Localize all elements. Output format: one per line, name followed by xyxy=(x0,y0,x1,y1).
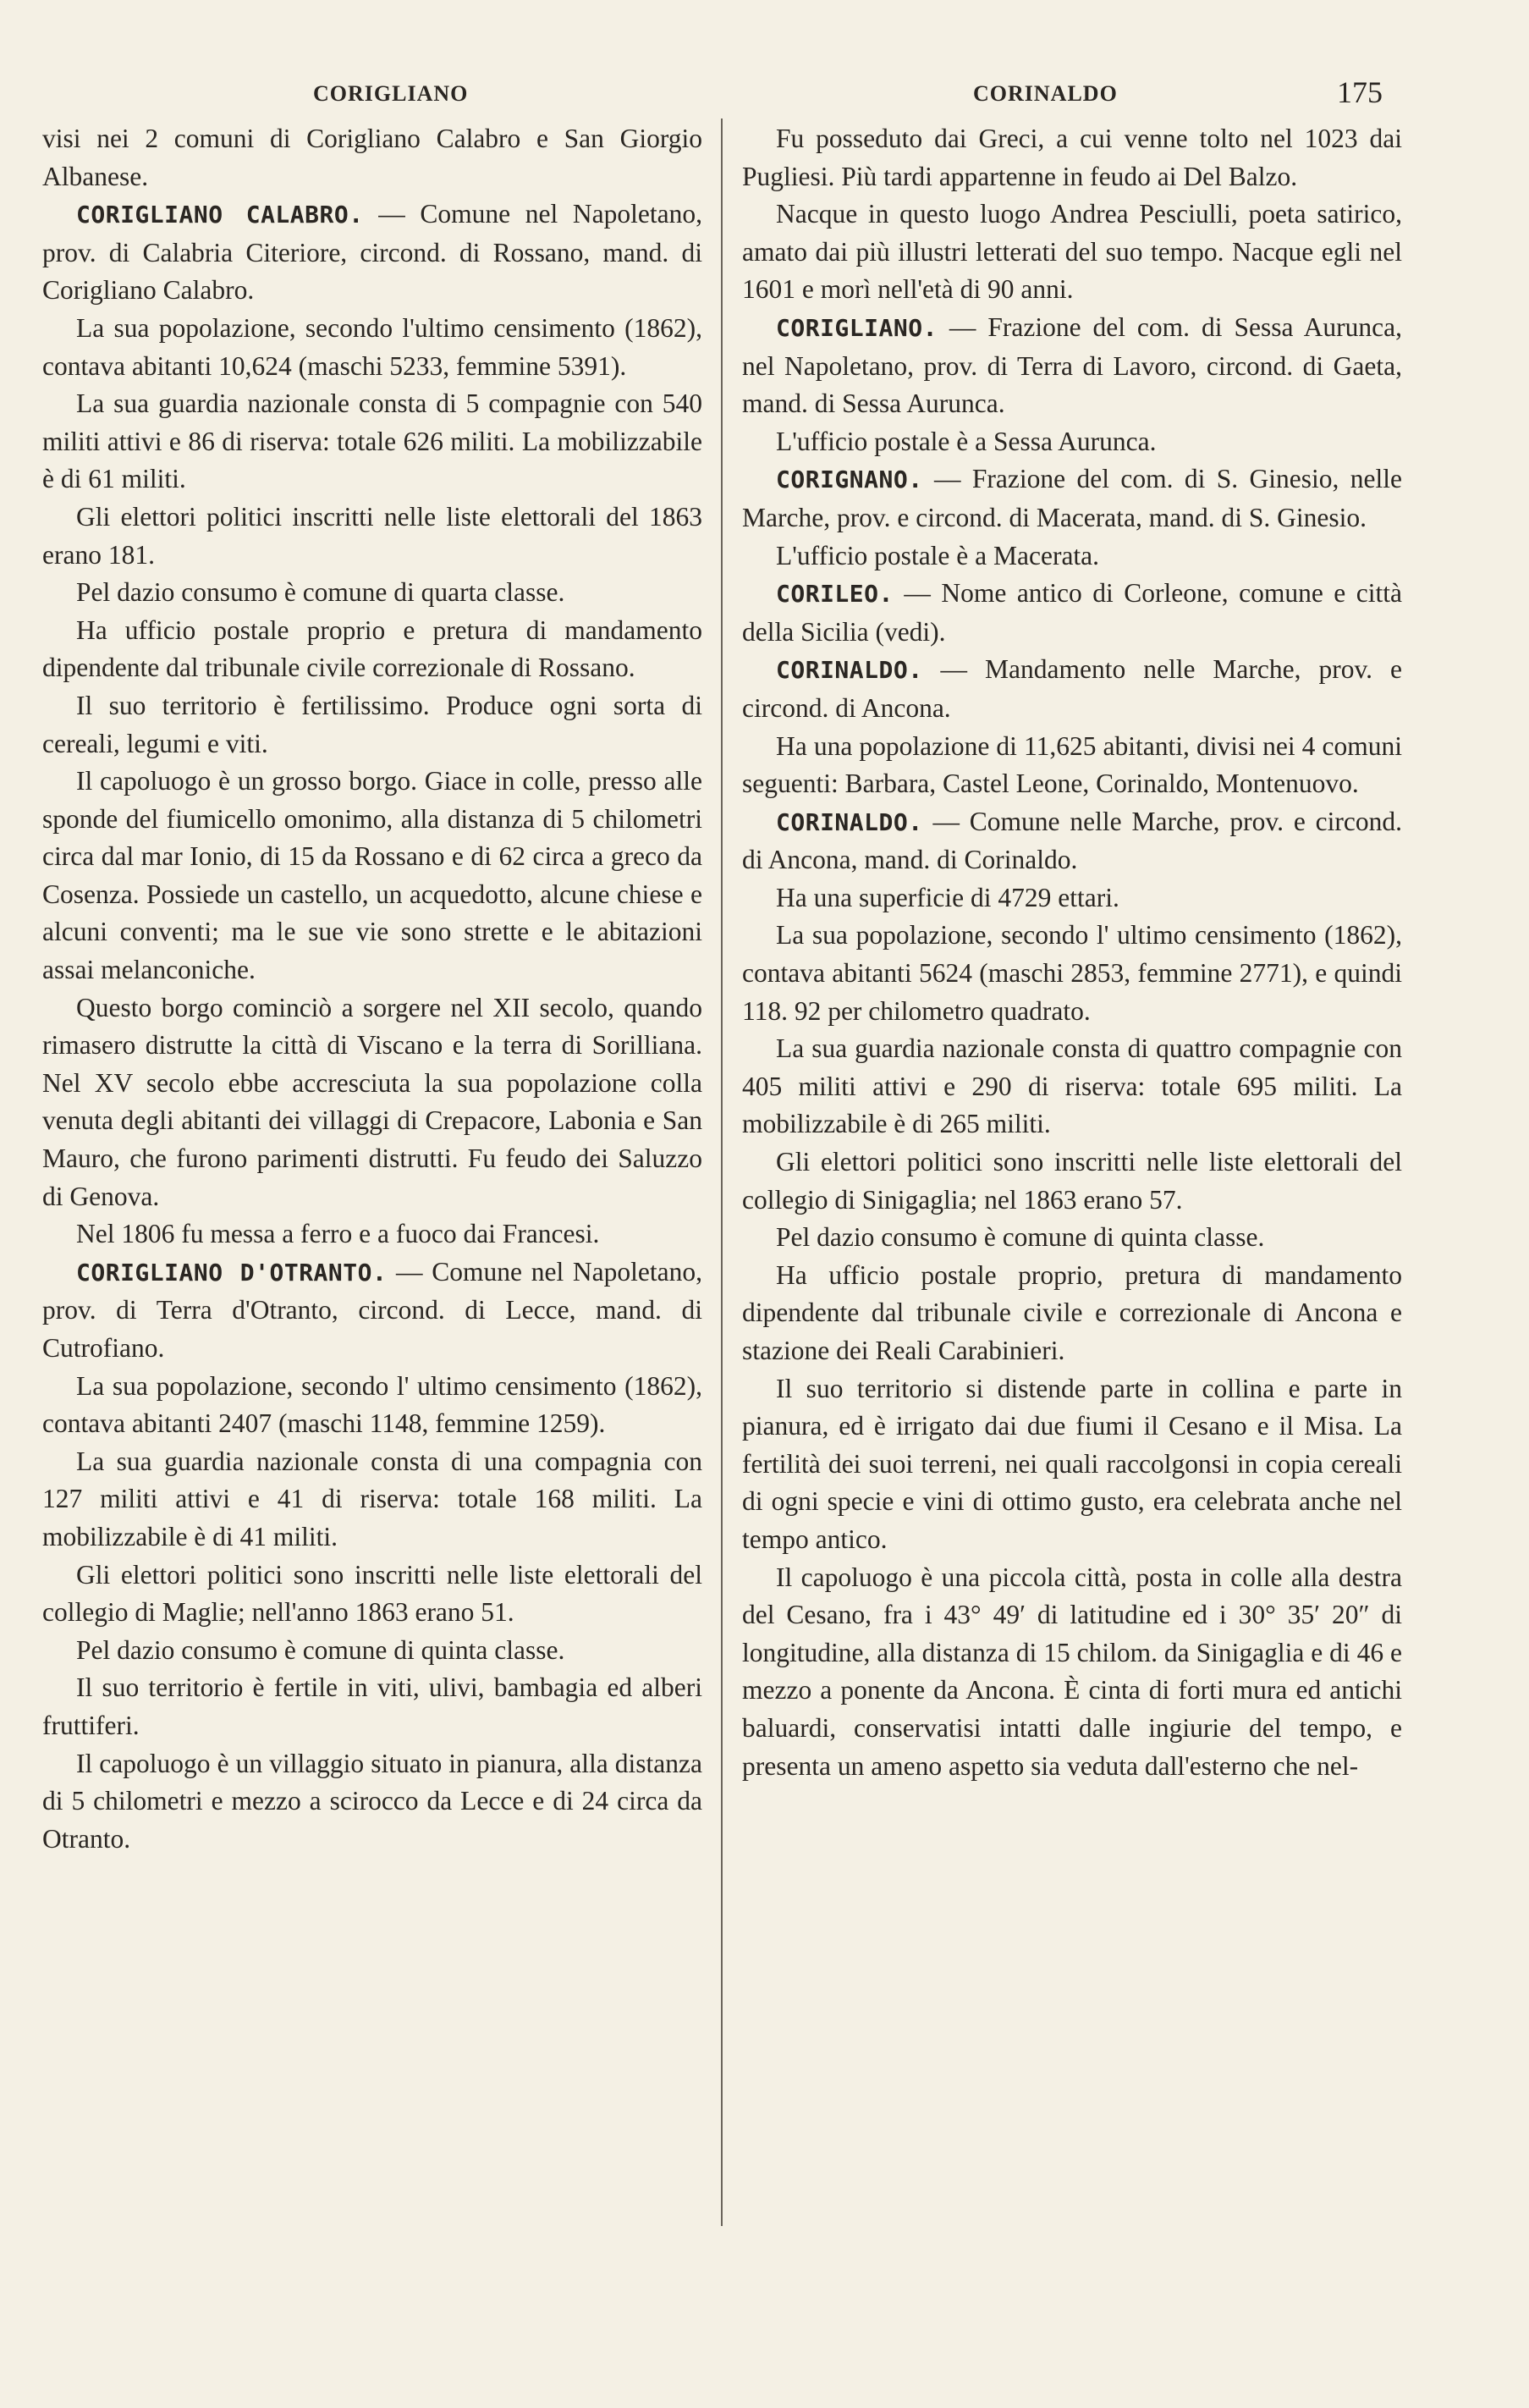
paragraph xyxy=(42,1557,702,1632)
paragraph xyxy=(42,1745,702,1859)
paragraph xyxy=(42,499,702,574)
paragraph xyxy=(742,728,1402,803)
paragraph xyxy=(742,1030,1402,1143)
paragraph-text: Questo borgo cominciò a sorgere nel XII secolo, quando rimasero distrutte la città di Viscano e la terra di Sorilliana. Nel XV secolo ebbe accresciuta la sua popolazione colla venuta degli abitanti dei villaggi di Crepacore, Labonia e San Mauro, che furono parimenti distrutti. Fu feudo dei Saluzzo di Genova. xyxy=(42,992,702,1211)
paragraph xyxy=(42,120,702,196)
paragraph xyxy=(742,196,1402,309)
paragraph xyxy=(742,120,1402,196)
paragraph xyxy=(42,989,702,1216)
paragraph-text: Ha ufficio postale proprio, pretura di mandamento dipendente dal tribunale civile e correzionale di Ancona e stazione dei Reali Carabinieri. xyxy=(742,1259,1402,1365)
paragraph xyxy=(42,385,702,499)
paragraph xyxy=(742,879,1402,917)
page-number: 175 xyxy=(1337,75,1383,109)
running-head-right: CORINALDO xyxy=(973,81,1118,106)
paragraph-text: Fu posseduto dai Greci, a cui venne tolto nel 1023 dai Pugliesi. Più tardi appartenne in feudo ai Del Balzo. xyxy=(742,124,1402,191)
paragraph-text: — Frazione del com. di Sessa Aurunca, nel Napoletano, prov. di Terra di Lavoro, circond. di Gaeta, mand. di Sessa Aurunca. xyxy=(742,311,1402,419)
paragraph-text: Ha una superficie di 4729 ettari. xyxy=(776,882,1119,912)
paragraph-text: Il capoluogo è una piccola città, posta in colle alla destra del Cesano, fra i 43° 49′ di latitudine ed i 30° 35′ 20″ di longitudine, alla distanza di 15 chilom. da Sinigaglia e di 46 e mezzo a ponente da Ancona. È cinta di forti mura ed antichi baluardi, conservatisi intatti dalle ingiurie del tempo, e presenta un ameno aspetto sia veduta dall'esterno che nel- xyxy=(742,1562,1402,1781)
paragraph-text: La sua guardia nazionale consta di 5 compagnie con 540 militi attivi e 86 di riserva: totale 626 militi. La mobilizzabile è di 61 militi. xyxy=(42,388,702,494)
running-head-left: CORIGLIANO xyxy=(313,81,469,106)
paragraph-text: — Comune nelle Marche, prov. e circond. di Ancona, mand. di Corinaldo. xyxy=(742,806,1402,875)
paragraph xyxy=(742,917,1402,1030)
paragraph-text: Il suo territorio si distende parte in collina e parte in pianura, ed è irrigato dai due fiumi il Cesano e il Misa. La fertilità dei suoi terreni, nei quali raccolgonsi in copia cereali di ogni specie e vini di ottimo gusto, era celebrata anche nel tempo antico. xyxy=(742,1373,1402,1554)
entry-headword: CORINALDO. xyxy=(776,656,923,685)
paragraph-text: Pel dazio consumo è comune di quarta classe. xyxy=(76,577,565,608)
paragraph xyxy=(742,1143,1402,1219)
paragraph-text: Gli elettori politici sono inscritti nelle liste elettorali del collegio di Maglie; nell'anno 1863 erano 51. xyxy=(42,1559,702,1628)
paragraph-text: Il capoluogo è un grosso borgo. Giace in colle, presso alle sponde del fiumicello omonimo, alla distanza di 5 chilometri circa dal mar Ionio, di 15 da Rossano e di 62 circa a greco da Cosenza. Possiede un castello, un acquedotto, alcune chiese e alcuni conventi; ma le sue vie sono strette e le abitazioni assai melanconiche. xyxy=(42,766,702,985)
paragraph xyxy=(42,612,702,687)
entry-headword: CORILEO. xyxy=(776,580,894,609)
paragraph-text: La sua popolazione, secondo l'ultimo censimento (1862), contava abitanti 10,624 (maschi 5233, femmine 5391). xyxy=(42,312,702,381)
paragraph-text: Ha una popolazione di 11,625 abitanti, divisi nei 4 comuni seguenti: Barbara, Castel Leone, Corinaldo, Montenuovo. xyxy=(742,730,1402,799)
paragraph xyxy=(42,1215,702,1254)
entry-paragraph xyxy=(42,196,702,310)
paragraph xyxy=(742,1257,1402,1370)
entry-headword: CORIGLIANO. xyxy=(776,313,938,342)
paragraph xyxy=(42,687,702,763)
entry-paragraph xyxy=(42,1254,702,1368)
paragraph-text: L'ufficio postale è a Macerata. xyxy=(776,540,1100,570)
paragraph xyxy=(742,423,1402,461)
paragraph xyxy=(742,537,1402,576)
entry-paragraph xyxy=(742,651,1402,727)
paragraph-text: Ha ufficio postale proprio e pretura di mandamento dipendente dal tribunale civile correzionale di Rossano. xyxy=(42,614,702,683)
paragraph-text: Il capoluogo è un villaggio situato in pianura, alla distanza di 5 chilometri e mezzo a scirocco da Lecce e di 24 circa da Otranto. xyxy=(42,1748,702,1854)
paragraph-text: La sua guardia nazionale consta di quattro compagnie con 405 militi attivi e 290 di riserva: totale 695 militi. La mobilizzabile è di 265 militi. xyxy=(742,1033,1402,1139)
paragraph xyxy=(42,310,702,385)
paragraph-text: Nel 1806 fu messa a ferro e a fuoco dai Francesi. xyxy=(76,1219,600,1249)
paragraph-text: Pel dazio consumo è comune di quinta classe. xyxy=(776,1222,1265,1253)
entry-headword: CORIGLIANO D'OTRANTO. xyxy=(76,1258,388,1287)
right-column xyxy=(742,120,1402,1785)
entry-headword: CORIGNANO. xyxy=(776,466,923,494)
paragraph-text: Nacque in questo luogo Andrea Pesciulli, poeta satirico, amato dai più illustri letterati del suo tempo. Nacque egli nel 1601 e morì nell'età di 90 anni. xyxy=(742,199,1402,305)
entry-paragraph xyxy=(742,460,1402,537)
paragraph xyxy=(42,1443,702,1557)
entry-headword: CORINALDO. xyxy=(776,807,923,836)
paragraph xyxy=(42,1632,702,1670)
paragraph xyxy=(42,1669,702,1744)
paragraph xyxy=(742,1559,1402,1786)
paragraph-text: Pel dazio consumo è comune di quinta classe. xyxy=(76,1634,565,1665)
column-divider xyxy=(721,118,723,2226)
paragraph-text: La sua popolazione, secondo l' ultimo censimento (1862), contava abitanti 5624 (maschi 2853, femmine 2771), e quindi 118. 92 per chilometro quadrato. xyxy=(742,920,1402,1026)
paragraph-text: La sua guardia nazionale consta di una compagnia con 127 militi attivi e 41 di riserva: totale 168 militi. La mobilizzabile è di 41 militi. xyxy=(42,1446,702,1551)
paragraph-text: — Comune nel Napoletano, prov. di Terra d'Otranto, circond. di Lecce, mand. di Cutrofiano. xyxy=(42,1256,702,1363)
paragraph xyxy=(42,763,702,989)
entry-paragraph xyxy=(742,309,1402,423)
paragraph-text: Gli elettori politici inscritti nelle liste elettorali del 1863 erano 181. xyxy=(42,501,702,570)
paragraph-text: — Nome antico di Corleone, comune e città della Sicilia (vedi). xyxy=(742,578,1402,647)
paragraph xyxy=(42,1368,702,1443)
paragraph-text: La sua popolazione, secondo l' ultimo censimento (1862), contava abitanti 2407 (maschi 1148, femmine 1259). xyxy=(42,1370,702,1439)
entry-paragraph xyxy=(742,575,1402,651)
left-column xyxy=(42,120,702,1858)
paragraph-text: — Comune nel Napoletano, prov. di Calabria Citeriore, circond. di Rossano, mand. di Corigliano Calabro. xyxy=(42,199,702,306)
paragraph-text: L'ufficio postale è a Sessa Aurunca. xyxy=(776,426,1157,456)
entry-paragraph xyxy=(742,803,1402,879)
paragraph-text: Il suo territorio è fertilissimo. Produce ogni sorta di cereali, legumi e viti. xyxy=(42,690,702,758)
paragraph xyxy=(742,1370,1402,1559)
paragraph-text: — Frazione del com. di S. Ginesio, nelle Marche, prov. e circond. di Macerata, mand. di S. Ginesio. xyxy=(742,464,1402,532)
paragraph-text: visi nei 2 comuni di Corigliano Calabro e San Giorgio Albanese. xyxy=(42,124,702,191)
entry-headword: CORIGLIANO CALABRO. xyxy=(76,201,364,229)
paragraph-text: Gli elettori politici sono inscritti nelle liste elettorali del collegio di Sinigaglia; nel 1863 erano 57. xyxy=(742,1147,1402,1215)
paragraph xyxy=(742,1219,1402,1257)
paragraph xyxy=(42,574,702,612)
paragraph-text: Il suo territorio è fertile in viti, ulivi, bambagia ed alberi fruttiferi. xyxy=(42,1672,702,1740)
page-header xyxy=(51,75,1422,115)
paragraph-text: — Mandamento nelle Marche, prov. e circond. di Ancona. xyxy=(742,654,1402,723)
